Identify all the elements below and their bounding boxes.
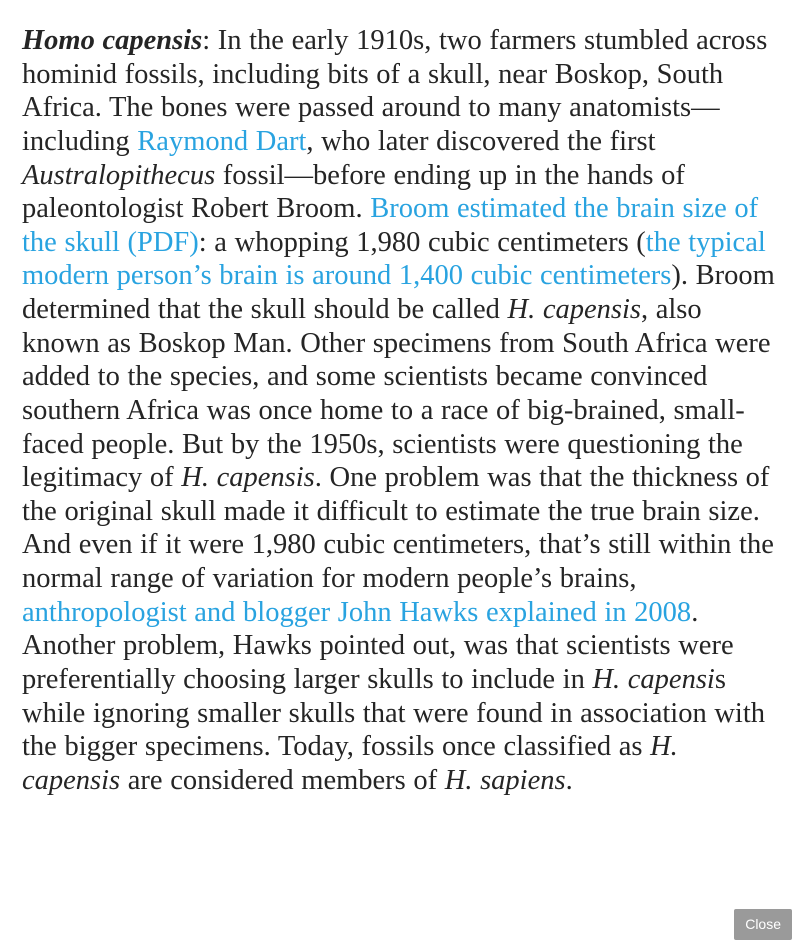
species-name: H. capensi [592, 663, 715, 695]
article-text: . [565, 764, 573, 796]
article-text: , also known as Boskop Man. Other specimens from South Africa were added to the species, and some scientists became convinced southern Africa was once home to a race of big-brained, small-faced people. But by the 1950s, scientists were questioning the legitimacy of [22, 294, 771, 494]
article-text: . One problem was that the thickness of the original skull made it difficult to estimate the true brain size. And even if it were 1,980 cubic centimeters, that’s still within the normal range of variation for modern people’s brains, [22, 462, 774, 594]
close-button[interactable]: Close [734, 909, 792, 940]
species-name: H. capensis [181, 462, 315, 494]
species-name-heading: Homo capensis [22, 25, 203, 56]
species-name: Australopithecus [22, 159, 216, 191]
article-text: . Another problem, Hawks pointed out, was that scientists were preferentially choosing larger skulls to include in [22, 596, 734, 695]
article-text: are considered members of [120, 764, 445, 796]
article-text: : a whopping 1,980 cubic centimeters ( [198, 226, 646, 258]
article-text: fossil—before ending up in the hands of paleontologist Robert Broom. [22, 159, 685, 225]
article-link[interactable]: anthropologist and blogger John Hawks explained in 2008 [22, 596, 692, 628]
article-paragraph [22, 24, 778, 797]
article-link[interactable]: Broom estimated the brain size of the skull (PDF) [22, 193, 759, 258]
species-name: H. sapiens [444, 764, 566, 796]
article-text: : In the early 1910s, two farmers stumbled across hominid fossils, including bits of a skull, near Boskop, South Africa. The bones were passed around to many anatomists—including [22, 25, 768, 157]
article-link[interactable]: Raymond Dart [137, 125, 307, 157]
species-name: H. capensis [507, 294, 641, 325]
article-text: s while ignoring smaller skulls that were found in association with the bigger specimens. Today, fossils once classified as [22, 663, 765, 763]
article-link[interactable]: the typical modern person’s brain is around 1,400 cubic centimeters [22, 226, 766, 292]
article-text: ). Broom determined that the skull should be called [22, 260, 775, 325]
species-name: H. capensis [22, 731, 678, 796]
article-text: , who later discovered the first [306, 125, 656, 157]
